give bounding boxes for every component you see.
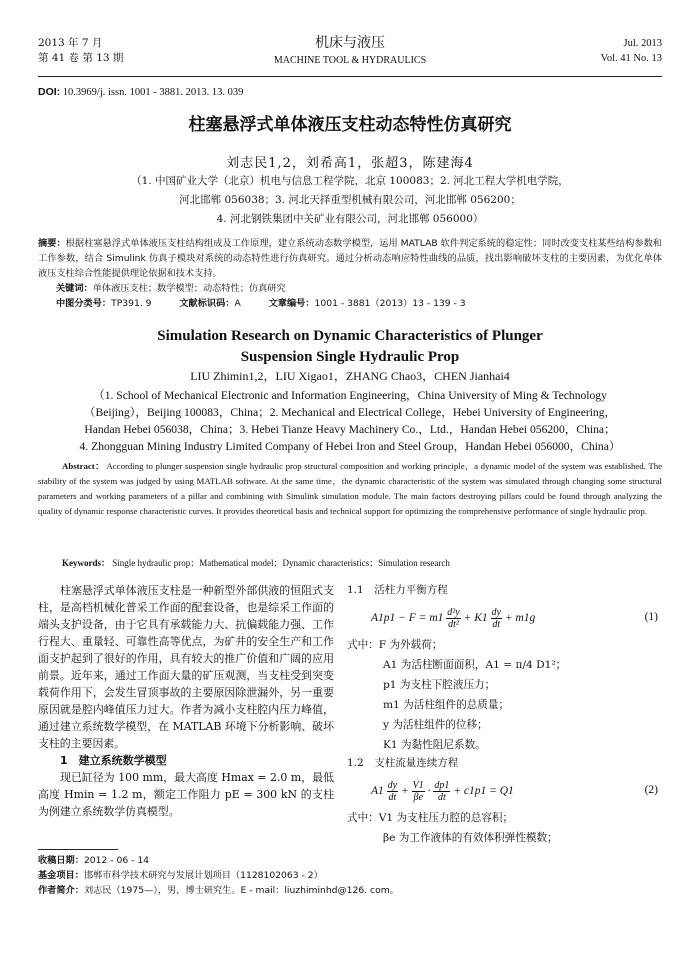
variable-definition: K1 为黏性阻尼系数。 bbox=[383, 739, 486, 751]
eq1-tail: + m1g bbox=[504, 612, 536, 625]
eq1-frac-vel bbox=[491, 607, 502, 630]
body-left-column bbox=[38, 582, 334, 820]
authors-en: LIU Zhimin1,2，LIU Xigao1，ZHANG Chao3，CHEN Jianhai4 bbox=[190, 369, 510, 383]
subsection-heading: 1.1 活柱力平衡方程 bbox=[347, 584, 448, 596]
abstract-cn-label: 摘要： bbox=[38, 238, 66, 249]
authors-cn: 刘志民1,2，刘希高1，张超3，陈建海4 bbox=[226, 156, 474, 171]
eq1-num2: dy bbox=[491, 607, 501, 618]
received-label: 收稿日期： bbox=[38, 855, 84, 866]
keywords-cn-label: 关键词： bbox=[56, 283, 93, 294]
affiliation-line: 河北邯郸 056038；3. 河北天择重型机械有限公司，河北邯郸 056200； bbox=[179, 194, 521, 206]
abstract-en-text: According to plunger suspension single hydraulic prop structural composition and working principle，a dynamic model of the system was established. The stability of the system was judged by using MATLAB software. At the same time，the dynamic characteristic of the system was simulated through changing some structural parameters and working parameters of a pillar and combining with Simulink simulation module. The main factors destroying pillars could be found through analyzing the quality of dynamic response characteristic curves. It provides theoretical basis and technical support for optimizing the comprehensive performance of single hydraulic prop. bbox=[38, 461, 662, 516]
affiliation-en-line: （1. School of Mechanical Electronic and Information Engineering，China University of Ming & Technology bbox=[93, 389, 607, 402]
clc-label: 中图分类号： bbox=[56, 298, 112, 309]
fund-value: 邯郸市科学技术研究与发展计划项目（1128102063 - 2） bbox=[83, 870, 323, 881]
paper-title-en-line: Simulation Research on Dynamic Characteristics of Plunger bbox=[157, 328, 543, 344]
equation-2 bbox=[347, 772, 662, 808]
eq2-tail: + c1p1 = Q1 bbox=[453, 785, 514, 798]
eq2-den3: dt bbox=[437, 792, 446, 803]
eq1-mid: + K1 bbox=[463, 612, 488, 625]
article-number-value: 1001 - 3881（2013）13 - 139 - 3 bbox=[314, 298, 466, 309]
author-label: 作者简介： bbox=[38, 885, 84, 896]
footnote-divider bbox=[38, 849, 118, 850]
eq2-num2: V1 bbox=[412, 780, 424, 791]
eq2-frac-press bbox=[433, 780, 450, 803]
section-heading: 1 建立系统数学模型 bbox=[60, 754, 167, 767]
eq1-num: d²y bbox=[447, 607, 460, 618]
footnote-received bbox=[38, 853, 662, 868]
journal-header bbox=[38, 34, 662, 77]
abstract-cn-body bbox=[38, 236, 662, 281]
journal-name-cn: 机床与液压 bbox=[315, 35, 385, 51]
paper-title-cn: 柱塞悬浮式单体液压支柱动态特性仿真研究 bbox=[188, 115, 512, 135]
keywords-en-label: Keywords： bbox=[62, 558, 110, 568]
equation-1-number: (1) bbox=[644, 611, 658, 623]
header-volume-cn: 第 41 卷 第 13 期 bbox=[38, 52, 124, 64]
equation-2-number: (2) bbox=[644, 784, 658, 796]
article-number-label: 文章编号： bbox=[268, 298, 315, 309]
eq2-a: A1 bbox=[371, 785, 384, 798]
author-value: 刘志民（1975—），男，博士研究生。E - mail：liuzhiminhd@126. com。 bbox=[83, 885, 399, 896]
doi-line bbox=[38, 86, 243, 98]
variable-definition: y 为活柱组件的位移； bbox=[383, 719, 488, 731]
intro-paragraph: 柱塞悬浮式单体液压支柱是一种新型外部供液的恒阻式支柱，是高档机械化普采工作面的配套设备，也是综采工作面的端头支护设备，由于它具有承载能力大、抗偏载能力强、工作行程大、重量轻、可靠性高等优点，为矿井的安全生产和工作面支护起到了很好的作用，具有较大的推广价值和广阔的应用前景。近年来，通过工作面大量的矿压观测，当支柱受到突变载荷作用下，会发生冒顶事故的主要原因除泄漏外，另一重要原因就是腔内峰值压力过大。作者为减小支柱腔内压力峰值，通过建立系统数学模型，在 MATLAB 环境下分析影响、破坏支柱的主要因素。 bbox=[38, 584, 334, 750]
abstract-en bbox=[38, 459, 662, 519]
paper-title-en-line: Suspension Single Hydraulic Prop bbox=[240, 349, 460, 365]
footnote-author bbox=[38, 883, 662, 898]
clc-value: TP391. 9 bbox=[111, 298, 152, 309]
footnote-fund bbox=[38, 868, 662, 883]
body-right-column bbox=[347, 582, 662, 848]
doi-label: DOI: bbox=[38, 86, 61, 98]
affiliation-line: （1. 中国矿业大学（北京）机电与信息工程学院，北京 100083；2. 河北工程大学机电学院， bbox=[131, 175, 569, 187]
header-center bbox=[38, 34, 662, 68]
eq2-frac-vel bbox=[387, 780, 398, 803]
abstract-cn-text: 根据柱塞悬浮式单体液压支柱结构组成及工作原理，建立系统动态数学模型，运用 MATLAB 软件判定系统的稳定性；同时改变支柱某些结构参数和工作参数，结合 Simulink 仿真子模块对系统的动态特性进行仿真研究。通过分析动态响应特性曲线的品质，找出影响破坏支柱的主要因素，为优化单体液压支柱综合性能提供理论依据和技术支持。 bbox=[38, 238, 662, 279]
affiliation-line: 4. 河北钢铁集团中关矿业有限公司，河北邯郸 056000） bbox=[216, 213, 484, 225]
where-clause: 式中：F 为外载荷； bbox=[347, 639, 443, 651]
eq1-frac-accel bbox=[446, 607, 460, 630]
abstract-en-label: Abstract： bbox=[62, 461, 105, 471]
eq1-den: dt² bbox=[448, 619, 459, 630]
affiliation-en-line: Handan Hebei 056038，China；3. Hebei Tianze Heavy Machinery Co.，Ltd.，Handan Hebei 056200，China； bbox=[84, 423, 616, 436]
subsection-heading: 1.2 支柱流量连续方程 bbox=[347, 757, 459, 769]
header-right bbox=[601, 36, 662, 66]
variable-definition: m1 为活柱组件的总质量； bbox=[383, 699, 510, 711]
keywords-cn bbox=[38, 281, 662, 296]
journal-name-en: MACHINE TOOL & HYDRAULICS bbox=[273, 55, 427, 66]
header-date-en: Jul. 2013 bbox=[623, 38, 662, 49]
paper-title-en bbox=[0, 326, 700, 368]
keywords-cn-text: 单体液压支柱；数学模型；动态特性；仿真研究 bbox=[92, 283, 286, 294]
equation-1 bbox=[347, 599, 662, 635]
eq1-den2: dt bbox=[492, 619, 501, 630]
eq2-den2: βe bbox=[413, 792, 423, 803]
affiliations-cn bbox=[60, 172, 640, 229]
eq1-lhs: A1p1 − F = m1 bbox=[371, 612, 444, 625]
classification-line bbox=[38, 296, 662, 311]
where-clause: 式中：V1 为支柱压力腔的总容积； bbox=[347, 812, 514, 824]
equation-1-formula bbox=[371, 607, 535, 630]
fund-label: 基金项目： bbox=[38, 870, 84, 881]
doccode-value: A bbox=[234, 298, 241, 309]
doccode-label: 文献标识码： bbox=[179, 298, 235, 309]
variable-definition: βe 为工作液体的有效体积弹性模数； bbox=[383, 832, 558, 844]
eq2-den: dt bbox=[388, 792, 397, 803]
eq2-num: dy bbox=[387, 780, 398, 791]
received-value: 2012 - 06 - 14 bbox=[83, 855, 150, 866]
affiliations-en bbox=[38, 387, 662, 455]
header-volume-en: Vol. 41 No. 13 bbox=[600, 53, 662, 64]
abstract-cn bbox=[38, 236, 662, 311]
header-date-cn: 2013 年 7 月 bbox=[38, 37, 103, 49]
eq2-num3: dp1 bbox=[434, 780, 450, 791]
doi-value: 10.3969/j. issn. 1001 - 3881. 2013. 13. 039 bbox=[62, 87, 244, 98]
equation-2-formula: A1 $\frac{dy}{dt}$ + $\frac{V1}{\beta e}$ · $\frac{dp1}{dt}$ + c1p1 = Q1 bbox=[371, 780, 514, 803]
keywords-en-text: Single hydraulic prop；Mathematical model；Dynamic characteristics；Simulation research bbox=[112, 558, 450, 568]
body-paragraph: 现已缸径为 100 mm，最大高度 Hmax = 2.0 m，最低高度 Hmin = 1.2 m，额定工作阻力 pE = 300 kN 的支柱为例建立系统数学仿真模型。 bbox=[38, 771, 334, 818]
footnotes bbox=[38, 853, 662, 898]
keywords-en bbox=[62, 556, 662, 569]
variable-definition: A1 为活柱断面面积，A1 = π/4 D1²； bbox=[383, 659, 567, 671]
affiliation-en-line: （Beijing），Beijing 100083，China；2. Mechanical and Electrical College，Hebei University of Engineering， bbox=[83, 406, 617, 419]
affiliation-en-line: 4. Zhongguan Mining Industry Limited Company of Hebei Iron and Steel Group，Handan Hebei 056000，China） bbox=[79, 440, 621, 453]
eq2-frac-vol bbox=[412, 780, 425, 803]
variable-definition: p1 为支柱下腔液压力； bbox=[383, 679, 496, 691]
